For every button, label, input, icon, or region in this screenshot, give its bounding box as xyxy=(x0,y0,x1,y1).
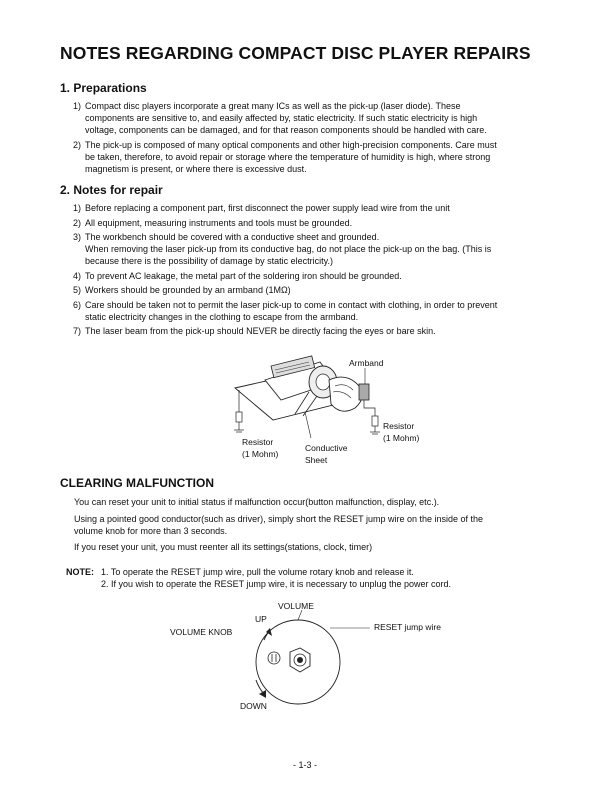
preparations-list xyxy=(60,100,550,177)
list-item: 3) The workbench should be covered with a conductive sheet and grounded. When removing the laser pick-up from its conductive bag, do not place the pick-up on the bag. (This is because there is the possibility of damage by static electricity.) xyxy=(73,232,492,266)
sheet-label: Sheet xyxy=(305,455,328,465)
volume-knob-label: VOLUME KNOB xyxy=(170,627,233,637)
page-number: - 1-3 - xyxy=(292,760,317,770)
volume-knob-figure xyxy=(240,610,380,710)
list-item: 4) To prevent AC leakage, the metal part of the soldering iron should be grounded. xyxy=(73,270,402,281)
malfunction-paragraph-2a: Using a pointed good conductor(such as driver), simply short the RESET jump wire on the inside of the xyxy=(74,514,484,524)
list-item: 2) The pick-up is composed of many optical components and other high-precision components. Care must be taken, therefore, to avoid repair or storage where the temperature of humidity is high, where strong magnetism is present, or where there is excessive dust. xyxy=(73,139,497,174)
conductive-label: Conductive xyxy=(305,443,348,453)
page-title: NOTES REGARDING COMPACT DISC PLAYER REPAIRS xyxy=(60,43,531,63)
resistor-right-value: (1 Mohm) xyxy=(383,433,420,443)
malfunction-paragraph-2b: volume knob for more than 3 seconds. xyxy=(74,526,228,536)
reset-jump-wire-shape xyxy=(268,652,280,664)
armband-label: Armband xyxy=(349,358,384,368)
up-label: UP xyxy=(255,614,267,624)
resistor-left-label: Resistor xyxy=(242,437,274,447)
reset-jump-wire-label: RESET jump wire xyxy=(374,622,441,632)
repair-list xyxy=(60,202,550,340)
down-label: DOWN xyxy=(240,701,267,711)
malfunction-paragraph-1: You can reset your unit to initial status if malfunction occur(button malfunction, display, etc.). xyxy=(74,497,440,507)
note-line-1: 1. To operate the RESET jump wire, pull the volume rotary knob and release it. xyxy=(101,567,414,577)
list-item: 7) The laser beam from the pick-up should NEVER be directly facing the eyes or bare skin. xyxy=(73,326,436,336)
down-arrow-icon xyxy=(259,690,266,698)
volume-label: VOLUME xyxy=(278,601,314,611)
note-label: NOTE: xyxy=(66,567,94,577)
section-heading-preparations: 1. Preparations xyxy=(60,81,147,95)
list-item: 1) Compact disc players incorporate a great many ICs as well as the pick-up (laser diode). These components are sensitive to, and easily affected by, static electricity. If such static electricity is high voltage, components can be damaged, and for that reason components should be handled with care. xyxy=(73,101,487,135)
armband-shape xyxy=(359,384,369,400)
list-item: 2) All equipment, measuring instruments and tools must be grounded. xyxy=(73,217,353,228)
section-heading-malfunction: CLEARING MALFUNCTION xyxy=(60,476,214,490)
resistor-left-value: (1 Mohm) xyxy=(242,449,279,459)
note-line-2: 2. If you wish to operate the RESET jump wire, it is necessary to unplug the power cord. xyxy=(101,579,452,589)
list-item: 5) Workers should be grounded by an armband (1MΩ) xyxy=(73,285,291,295)
list-item: 1) Before replacing a component part, first disconnect the power supply lead wire from the unit xyxy=(73,203,450,213)
section-heading-repair: 2. Notes for repair xyxy=(60,183,163,197)
resistor-right-label: Resistor xyxy=(383,421,415,431)
list-item: 6) Care should be taken not to permit the laser pick-up to come in contact with clothing, in order to prevent static electricity changes in the clothing to escape from the armband. xyxy=(73,299,498,322)
malfunction-paragraph-3: If you reset your unit, you must reenter all its settings(stations, clock, timer) xyxy=(74,542,373,552)
